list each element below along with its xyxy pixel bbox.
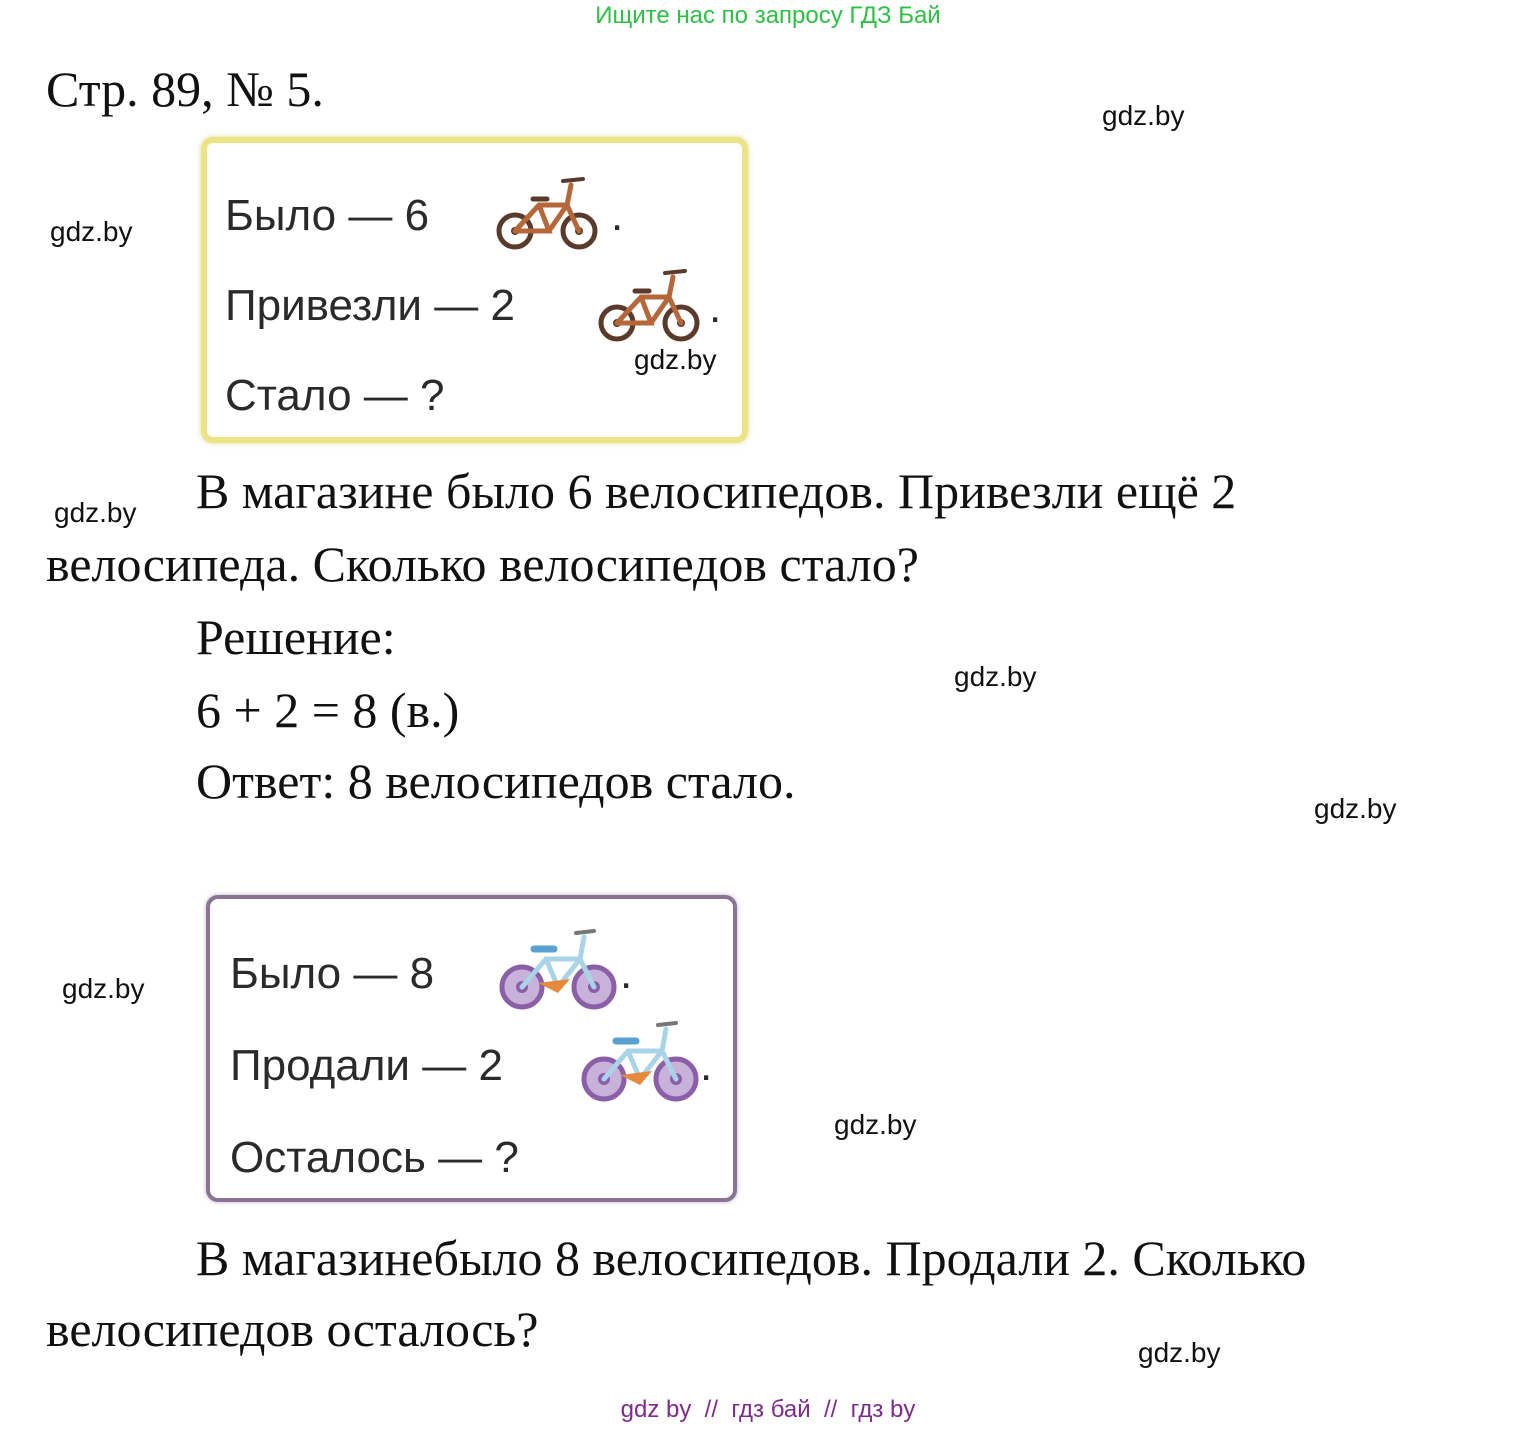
- scheme-line-brought: Привезли — 2: [225, 281, 515, 330]
- watermark: gdz.by: [954, 661, 1037, 692]
- scheme-line-became: Стало — ?: [225, 371, 445, 420]
- watermark: gdz.by: [1102, 100, 1185, 131]
- scheme-dot: .: [709, 283, 722, 332]
- solution-label: Решение:: [196, 609, 396, 665]
- solution-equation: 6 + 2 = 8 (в.): [196, 682, 460, 738]
- watermark: gdz.by: [1314, 793, 1397, 824]
- bicycle-icon: [498, 919, 624, 1015]
- problem-1-line-2: велосипеда. Сколько велосипедов стало?: [46, 536, 919, 592]
- watermark: gdz.by: [54, 497, 137, 528]
- problem-scheme-box-1: [201, 137, 748, 443]
- bicycle-icon: [580, 1011, 706, 1107]
- footer-links[interactable]: gdz by // гдз бай // гдз by: [620, 1396, 916, 1423]
- watermark: gdz.by: [50, 216, 133, 247]
- solution-answer: Ответ: 8 велосипедов стало.: [196, 753, 796, 809]
- watermark: gdz.by: [834, 1109, 917, 1140]
- problem-2-line-1: В магазинебыло 8 велосипедов. Продали 2. Сколько: [196, 1230, 1307, 1286]
- scheme-dot: .: [700, 1041, 713, 1090]
- problem-2-line-2: велосипедов осталось?: [46, 1301, 539, 1357]
- scheme-line-left: Осталось — ?: [230, 1133, 519, 1182]
- scheme-dot: .: [611, 191, 624, 240]
- page-heading: Стр. 89, № 5.: [46, 61, 324, 117]
- scheme-dot: .: [620, 949, 633, 998]
- watermark: gdz.by: [62, 973, 145, 1004]
- scheme-line-was: Было — 6: [225, 191, 430, 240]
- scheme-line-was: Было — 8: [230, 949, 435, 998]
- problem-1-line-1: В магазине было 6 велосипедов. Привезли ещё 2: [196, 463, 1237, 519]
- problem-scheme-box-2: [206, 895, 737, 1202]
- top-banner[interactable]: Ищите нас по запросу ГДЗ Бай: [595, 2, 941, 29]
- bicycle-icon: [493, 165, 611, 255]
- scheme-line-sold: Продали — 2: [230, 1041, 503, 1090]
- bicycle-icon: [595, 257, 713, 347]
- watermark: gdz.by: [634, 344, 717, 375]
- watermark: gdz.by: [1138, 1337, 1221, 1368]
